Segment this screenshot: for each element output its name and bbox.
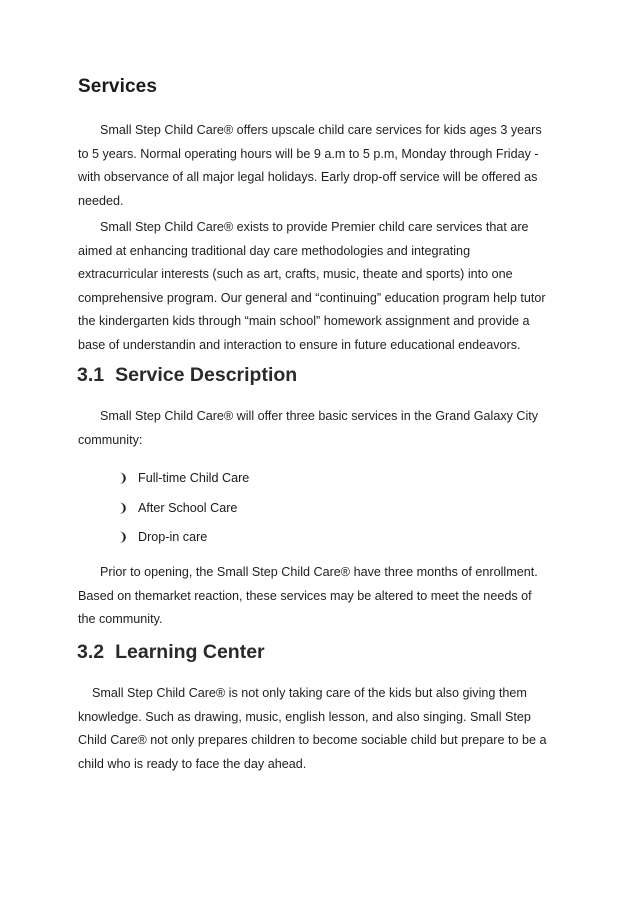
text-line: community: [78,432,143,447]
text-line: base of understandin and interaction to ensure in future educational endeavors. [78,337,521,352]
list-item [118,467,249,497]
services-paragraph-2 [78,216,558,358]
text-line: extracurricular interests (such as art, crafts, music, theate and sports) into one [78,267,513,282]
learning-center-heading [77,641,265,664]
text-line: Based on themarket reaction, these services may be altered to meet the needs of [78,588,532,603]
text-line: needed. [78,193,124,208]
text-line: the community. [78,612,163,627]
section-title: Learning Center [115,641,265,663]
text-line: Child Care® not only prepares children to become sociable child but prepare to be a [78,733,547,748]
service-description-heading [77,364,297,387]
services-list [118,467,249,556]
text-line: Small Step Child Care® is not only taking care of the kids but also giving them [92,686,527,700]
list-item [118,526,249,556]
services-heading: Services [78,76,157,97]
section-number: 3.2 [77,641,105,663]
text-line: the kindergarten kids through “main school” homework assignment and provide a [78,314,530,329]
text-line: Small Step Child Care® offers upscale child care services for kids ages 3 years [100,123,542,137]
list-item-label: Full-time Child Care [138,471,250,485]
list-item-label: Drop-in care [138,530,208,544]
list-item [118,497,249,527]
text-line: Small Step Child Care® exists to provide Premier child care services that are [100,220,529,234]
text-line: Prior to opening, the Small Step Child Care® have three months of enrollment. [100,565,538,579]
service-description-intro [78,405,558,452]
section-number: 3.1 [77,364,105,386]
text-line: to 5 years. Normal operating hours will be 9 a.m to 5 p.m, Monday through Friday - [78,146,539,161]
service-description-closing [78,561,558,632]
bullet-icon: ❩ [118,471,129,485]
text-line: with observance of all major legal holidays. Early drop-off service will be offered as [78,170,538,185]
text-line: knowledge. Such as drawing, music, english lesson, and also singing. Small Step [78,709,531,724]
bullet-icon: ❩ [118,530,129,544]
list-item-label: After School Care [138,500,238,515]
text-line: Small Step Child Care® will offer three basic services in the Grand Galaxy City [100,409,539,423]
services-paragraph-1 [78,119,558,213]
bullet-icon: ❩ [118,500,129,515]
text-line: aimed at enhancing traditional day care methodologies and integrating [78,243,471,258]
learning-center-paragraph [78,682,558,776]
text-line: comprehensive program. Our general and “continuing” education program help tutor [78,290,546,305]
section-title: Service Description [115,364,298,386]
text-line: child who is ready to face the day ahead. [78,756,307,771]
